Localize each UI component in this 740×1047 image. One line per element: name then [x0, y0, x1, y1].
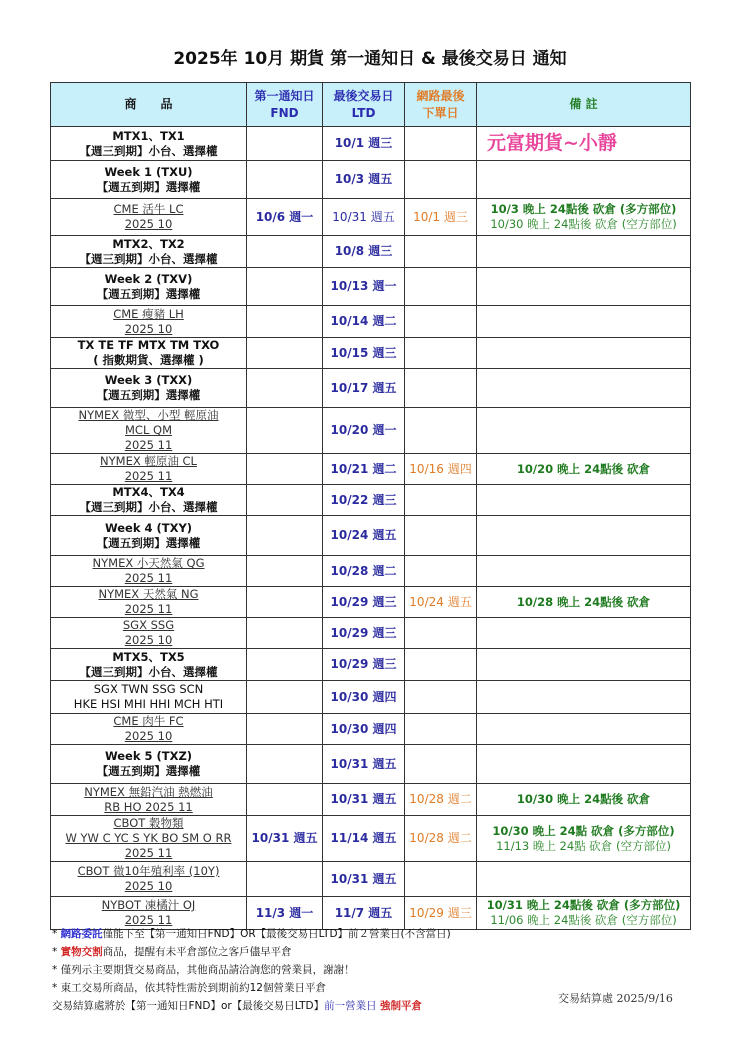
product-line: ( 指數期貨、選擇權 )	[93, 353, 204, 367]
product-cell	[51, 587, 247, 618]
ltd-date: 10/31 週五	[323, 784, 405, 816]
product-line: Week 4 (TXY)	[104, 520, 193, 535]
product-cell	[51, 127, 247, 161]
product-line: 2025 11	[124, 469, 173, 483]
ltd-date: 10/22 週三	[323, 485, 405, 516]
fnd-date	[247, 369, 323, 408]
table-row	[51, 338, 691, 369]
remark-line: 10/31 晚上 24點後 砍倉 (多方部位)	[486, 898, 681, 912]
online-last-order-date: 10/29 週三	[405, 897, 477, 930]
page-title: 2025年 10月 期貨 第一通知日 & 最後交易日 通知	[173, 49, 567, 69]
column-header-line: 商 品	[124, 97, 173, 111]
fnd-date	[247, 649, 323, 681]
product-line: 2025 11	[124, 438, 173, 452]
remarks-cell	[477, 338, 691, 369]
remarks-cell	[477, 199, 691, 236]
product-line: SGX SSG	[122, 618, 175, 632]
remarks-cell	[477, 587, 691, 618]
column-header-line: 第一通知日	[254, 88, 315, 103]
ltd-date: 10/29 週三	[323, 587, 405, 618]
fnd-date	[247, 784, 323, 816]
table-row	[51, 862, 691, 897]
ltd-date: 10/31 週五	[323, 862, 405, 897]
product-cell	[51, 161, 247, 199]
product-line: RB HO 2025 11	[104, 799, 193, 814]
footnotes	[52, 925, 451, 1015]
online-last-order-date	[405, 714, 477, 745]
product-line: CME 瘦豬 LH	[113, 306, 184, 321]
online-last-order-date	[405, 338, 477, 369]
table-row	[51, 556, 691, 587]
product-line: NYMEX 無鉛汽油 熱燃油	[84, 784, 213, 799]
fnd-date	[247, 236, 323, 268]
column-header-line: 備 註	[569, 97, 598, 111]
online-last-order-date	[405, 161, 477, 199]
table-row	[51, 306, 691, 338]
product-line: 【週五到期】選擇權	[96, 764, 201, 778]
ltd-date: 10/30 週四	[323, 681, 405, 714]
remark-line: 10/30 晚上 24點後 砍倉 (空方部位)	[490, 217, 677, 231]
product-cell	[51, 268, 247, 306]
product-cell	[51, 369, 247, 408]
column-header-line: 下單日	[422, 105, 459, 120]
remarks-cell	[477, 369, 691, 408]
online-last-order-date	[405, 268, 477, 306]
column-header-line: LTD	[351, 105, 376, 120]
product-cell	[51, 485, 247, 516]
remarks-cell	[477, 556, 691, 587]
product-line: 【週五到期】選擇權	[96, 388, 201, 402]
product-line: CME 活牛 LC	[113, 202, 184, 216]
ltd-date: 10/20 週一	[323, 408, 405, 454]
column-header	[51, 83, 247, 127]
online-last-order-date	[405, 649, 477, 681]
remarks-cell	[477, 745, 691, 784]
product-line: 2025 11	[124, 602, 173, 616]
online-last-order-date	[405, 681, 477, 714]
product-line: 【週三到期】小台、選擇權	[79, 500, 218, 514]
fnd-date	[247, 306, 323, 338]
fnd-date	[247, 745, 323, 784]
product-cell	[51, 745, 247, 784]
ltd-date: 10/1 週三	[323, 127, 405, 161]
remarks-cell	[477, 681, 691, 714]
table-row	[51, 454, 691, 485]
fnd-date	[247, 714, 323, 745]
product-line: 2025 10	[124, 321, 173, 336]
product-line: 【週三到期】小台、選擇權	[79, 143, 218, 158]
fnd-date	[247, 862, 323, 897]
column-header-line: FND	[270, 105, 299, 120]
remarks-cell	[477, 618, 691, 649]
online-last-order-date	[405, 485, 477, 516]
product-line: 2025 10	[124, 729, 173, 743]
online-last-order-date	[405, 369, 477, 408]
product-cell	[51, 618, 247, 649]
product-line: NYMEX 輕原油 CL	[100, 454, 197, 468]
product-cell	[51, 649, 247, 681]
fnd-date	[247, 454, 323, 485]
fnd-date	[247, 485, 323, 516]
fnd-date	[247, 268, 323, 306]
product-line: 【週三到期】小台、選擇權	[79, 664, 218, 679]
remarks-cell	[477, 816, 691, 862]
online-last-order-date	[405, 618, 477, 649]
product-line: NYBOT 凍橘汁 OJ	[101, 898, 196, 912]
product-line: MTX2、TX2	[112, 236, 185, 251]
table-row	[51, 587, 691, 618]
product-cell	[51, 862, 247, 897]
table-row	[51, 268, 691, 306]
table-row	[51, 485, 691, 516]
table-row	[51, 369, 691, 408]
ltd-date: 10/8 週三	[323, 236, 405, 268]
product-line: 2025 11	[124, 846, 173, 860]
table-row	[51, 408, 691, 454]
column-header-line: 網路最後	[416, 88, 465, 103]
table-row	[51, 745, 691, 784]
online-last-order-date: 10/16 週四	[405, 454, 477, 485]
fnd-date	[247, 408, 323, 454]
remarks-cell	[477, 897, 691, 930]
remark-line: 10/20 晚上 24點後 砍倉	[516, 461, 651, 476]
column-header	[477, 83, 691, 127]
fnd-date: 10/6 週一	[247, 199, 323, 236]
ltd-date: 11/7 週五	[323, 897, 405, 930]
product-line: 2025 11	[124, 571, 173, 585]
online-last-order-date	[405, 556, 477, 587]
remark-line: 11/06 晚上 24點後 砍倉 (空方部位)	[490, 913, 677, 927]
ltd-date: 10/14 週二	[323, 306, 405, 338]
ltd-date: 10/31 週五	[323, 199, 405, 236]
product-cell	[51, 454, 247, 485]
online-last-order-date	[405, 862, 477, 897]
remarks-cell	[477, 649, 691, 681]
footnote-tocom: * 東工交易所商品，依其特性需於到期前約12個營業日平倉	[52, 982, 326, 994]
fnd-date	[247, 587, 323, 618]
remark-line: 10/30 晚上 24點 砍倉 (多方部位)	[492, 823, 675, 838]
online-last-order-date: 10/28 週二	[405, 816, 477, 862]
product-cell	[51, 338, 247, 369]
ltd-date: 10/29 週三	[323, 649, 405, 681]
ltd-date: 10/28 週二	[323, 556, 405, 587]
fnd-date	[247, 556, 323, 587]
product-line: MTX1、TX1	[112, 128, 185, 143]
product-line: W YW C YC S YK BO SM O RR	[65, 831, 232, 845]
product-cell	[51, 681, 247, 714]
expiry-table	[50, 82, 691, 930]
remarks-cell	[477, 268, 691, 306]
remark-line: 10/28 晚上 24點後 砍倉	[516, 594, 651, 609]
remarks-cell	[477, 161, 691, 199]
column-header	[405, 83, 477, 127]
product-cell	[51, 784, 247, 816]
product-line: 2025 10	[124, 879, 173, 893]
product-cell	[51, 199, 247, 236]
ltd-date: 10/3 週五	[323, 161, 405, 199]
fnd-date	[247, 161, 323, 199]
remarks-cell	[477, 784, 691, 816]
remark-line: 10/3 晚上 24點後 砍倉 (多方部位)	[490, 202, 677, 216]
issuer-date: 交易結算處 2025/9/16	[558, 992, 673, 1005]
fnd-date	[247, 681, 323, 714]
product-line: Week 1 (TXU)	[104, 164, 193, 179]
online-last-order-date: 10/28 週二	[405, 784, 477, 816]
brand-watermark: 元富期貨~小靜	[477, 127, 691, 161]
product-line: Week 5 (TXZ)	[104, 749, 193, 763]
remarks-cell	[477, 408, 691, 454]
fnd-date	[247, 618, 323, 649]
product-line: Week 2 (TXV)	[104, 271, 193, 286]
product-line: 2025 11	[124, 913, 173, 927]
table-row	[51, 127, 691, 161]
product-line: NYMEX 天然氣 NG	[98, 587, 199, 601]
product-line: Week 3 (TXX)	[104, 373, 193, 387]
product-line: SGX TWN SSG SCN	[93, 682, 204, 696]
footnote-forced-close: 交易結算處將於【第一通知日FND】or【最後交易日LTD】前一營業日 強制平倉	[52, 1000, 422, 1012]
ltd-date: 10/13 週一	[323, 268, 405, 306]
ltd-date: 10/15 週三	[323, 338, 405, 369]
fnd-date	[247, 127, 323, 161]
table-row	[51, 816, 691, 862]
online-last-order-date	[405, 516, 477, 556]
product-line: 2025 10	[124, 217, 173, 231]
column-header	[247, 83, 323, 127]
product-cell	[51, 556, 247, 587]
online-last-order-date	[405, 745, 477, 784]
remarks-cell	[477, 306, 691, 338]
product-cell	[51, 408, 247, 454]
ltd-date: 10/24 週五	[323, 516, 405, 556]
product-line: HKE HSI MHI HHI MCH HTI	[73, 697, 224, 711]
product-cell	[51, 714, 247, 745]
table-row	[51, 784, 691, 816]
fnd-date: 11/3 週一	[247, 897, 323, 930]
product-line: CME 肉牛 FC	[113, 714, 184, 728]
product-line: 【週三到期】小台、選擇權	[79, 251, 218, 266]
fnd-date	[247, 338, 323, 369]
table-row	[51, 618, 691, 649]
ltd-date: 10/17 週五	[323, 369, 405, 408]
remarks-cell	[477, 862, 691, 897]
product-line: TX TE TF MTX TM TXO	[77, 338, 220, 352]
online-last-order-date	[405, 306, 477, 338]
product-line: 【週五到期】選擇權	[96, 535, 201, 550]
online-last-order-date	[405, 408, 477, 454]
product-cell	[51, 236, 247, 268]
table-row	[51, 161, 691, 199]
table-row	[51, 714, 691, 745]
footnote-main-products: * 僅列示主要期貨交易商品，其他商品請洽詢您的營業員，謝謝！	[52, 964, 355, 976]
remark-line: 10/30 晚上 24點後 砍倉	[516, 792, 651, 806]
ltd-date: 10/21 週二	[323, 454, 405, 485]
fnd-date: 10/31 週五	[247, 816, 323, 862]
ltd-date: 10/30 週四	[323, 714, 405, 745]
table-row	[51, 199, 691, 236]
product-line: MTX4、TX4	[112, 485, 185, 499]
ltd-date: 11/14 週五	[323, 816, 405, 862]
table-row	[51, 516, 691, 556]
table-row	[51, 649, 691, 681]
product-line: 【週五到期】選擇權	[96, 286, 201, 301]
product-line: MTX5、TX5	[112, 649, 185, 664]
product-line: 【週五到期】選擇權	[96, 179, 201, 194]
remarks-cell	[477, 236, 691, 268]
product-cell	[51, 816, 247, 862]
ltd-date: 10/31 週五	[323, 745, 405, 784]
product-cell	[51, 516, 247, 556]
online-last-order-date: 10/24 週五	[405, 587, 477, 618]
product-line: NYMEX 小天然氣 QG	[92, 556, 205, 570]
footnote-physical: * 實物交割商品，提醒有未平倉部位之客戶儘早平倉	[52, 946, 292, 958]
remarks-cell	[477, 454, 691, 485]
remark-line: 11/13 晚上 24點 砍倉 (空方部位)	[496, 838, 671, 853]
fnd-date	[247, 516, 323, 556]
remarks-cell	[477, 516, 691, 556]
product-cell	[51, 306, 247, 338]
ltd-date: 10/29 週三	[323, 618, 405, 649]
column-header-line: 最後交易日	[333, 88, 394, 103]
remarks-cell	[477, 714, 691, 745]
table-row	[51, 236, 691, 268]
product-line: 2025 10	[124, 633, 173, 647]
online-last-order-date	[405, 127, 477, 161]
column-header	[323, 83, 405, 127]
online-last-order-date: 10/1 週三	[405, 199, 477, 236]
product-line: MCL QM	[125, 423, 172, 437]
footnote-online: * 網路委託僅能下至【第一通知日FND】OR【最後交易日LTD】前２營業日(不含當日)	[52, 928, 451, 940]
online-last-order-date	[405, 236, 477, 268]
remarks-cell	[477, 485, 691, 516]
product-line: NYMEX 微型、小型 輕原油	[78, 408, 219, 422]
product-line: CBOT 穀物類	[113, 816, 184, 830]
product-line: CBOT 微10年殖利率 (10Y)	[77, 864, 220, 878]
table-row	[51, 681, 691, 714]
